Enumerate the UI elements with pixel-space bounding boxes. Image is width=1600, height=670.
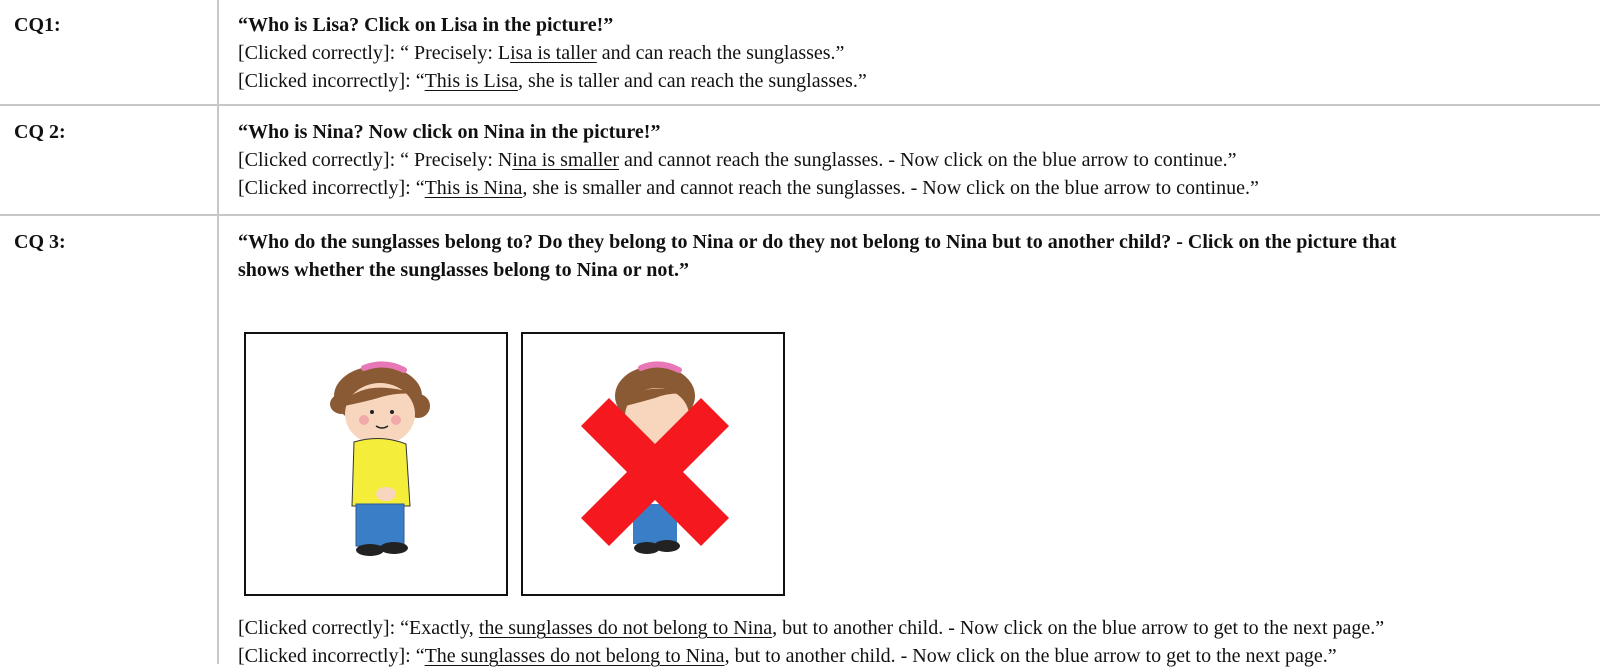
feedback-correct-cq1 (238, 39, 1588, 67)
question-cq1: “Who is Lisa? Click on Lisa in the picture!” (238, 14, 614, 36)
feedback-suffix: , but to another child. - Now click on the blue arrow to get to the next page.” (772, 617, 1385, 639)
row-divider (0, 104, 1600, 106)
row-content-cq2 (238, 118, 1588, 202)
feedback-suffix: , she is taller and can reach the sunglasses.” (517, 70, 867, 92)
nina-illustration (246, 334, 506, 594)
girl-figure (330, 364, 430, 556)
not-nina-illustration (523, 334, 783, 594)
row-divider (0, 214, 1600, 216)
row-content-cq3 (238, 228, 1588, 284)
feedback-prefix: [Clicked incorrectly]: “ (238, 70, 425, 92)
feedback-suffix: , but to another child. - Now click on the blue arrow to get to the next page.” (724, 645, 1337, 667)
question-cq3-line2: shows whether the sunglasses belong to Nina or not.” (238, 259, 689, 281)
row-label-cq2: CQ 2: (14, 121, 66, 143)
feedback-underlined: ina is smaller (512, 149, 619, 171)
row-content-cq1 (238, 11, 1588, 95)
feedback-prefix: [Clicked incorrectly]: “ (238, 177, 425, 199)
feedback-underlined: isa is taller (510, 42, 597, 64)
question-cq3-line1: “Who do the sunglasses belong to? Do they belong to Nina or do they not belong to Nina but to another child? - Click on the picture that (238, 231, 1397, 253)
feedback-prefix: [Clicked incorrectly]: “ (238, 645, 425, 667)
question-cq2: “Who is Nina? Now click on Nina in the picture!” (238, 121, 661, 143)
feedback-prefix: [Clicked correctly]: “ Precisely: N (238, 149, 513, 171)
feedback-underlined: This is Lisa (424, 70, 518, 92)
feedback-correct-cq3 (238, 614, 1588, 642)
feedback-incorrect-cq2 (238, 174, 1588, 202)
row-label-cq1: CQ1: (14, 14, 61, 36)
feedback-suffix: , she is smaller and cannot reach the sunglasses. - Now click on the blue arrow to continue.” (522, 177, 1259, 199)
feedback-incorrect-cq1 (238, 67, 1588, 95)
feedback-cq3 (238, 614, 1588, 670)
feedback-underlined: The sunglasses do not belong to Nina (424, 645, 725, 667)
picture-not-nina[interactable] (521, 332, 785, 596)
row-label-cq3: CQ 3: (14, 231, 66, 253)
feedback-incorrect-cq3 (238, 642, 1588, 670)
feedback-underlined: This is Nina (424, 177, 523, 199)
feedback-prefix: [Clicked correctly]: “ Precisely: L (238, 42, 511, 64)
feedback-prefix: [Clicked correctly]: “Exactly, (238, 617, 479, 639)
feedback-correct-cq2 (238, 146, 1588, 174)
picture-nina[interactable] (244, 332, 508, 596)
column-divider (217, 0, 219, 664)
feedback-suffix: and can reach the sunglasses.” (596, 42, 845, 64)
feedback-suffix: and cannot reach the sunglasses. - Now click on the blue arrow to continue.” (618, 149, 1237, 171)
feedback-underlined: the sunglasses do not belong to Nina (478, 617, 773, 639)
